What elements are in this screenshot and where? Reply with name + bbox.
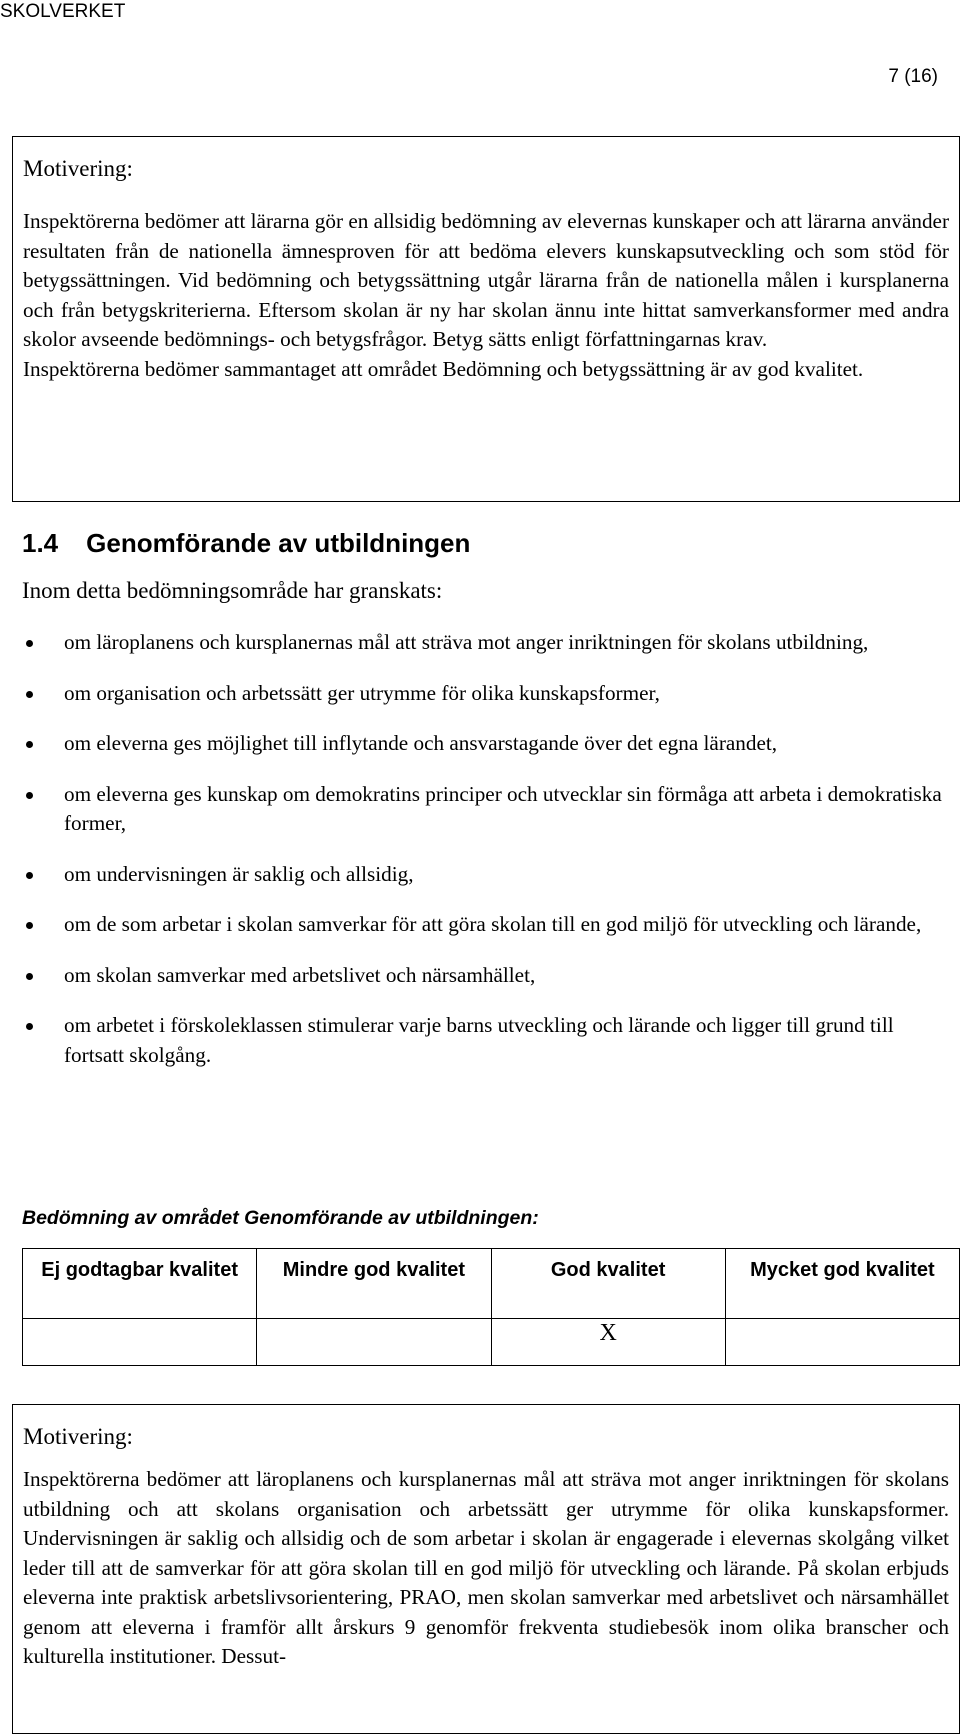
bullet-icon <box>26 691 33 698</box>
grade-mark-cell <box>257 1319 491 1366</box>
motivation-text <box>23 1465 949 1672</box>
bullet-icon <box>26 792 33 799</box>
bullet-icon <box>26 1023 33 1030</box>
motivation-paragraph: Inspektörerna bedömer sammantaget att området Bedömning och betygssättning är av god kvalitet. <box>23 356 864 381</box>
grade-header-cell: God kvalitet <box>491 1249 725 1319</box>
bullet-icon <box>26 973 33 980</box>
list-item: om arbetet i förskoleklassen stimulerar varje barns utveckling och lärande och ligger till grund till fortsatt skolgång. <box>22 1011 942 1070</box>
section-subheading: Inom detta bedömningsområde har granskats: <box>22 578 443 603</box>
section-number: 1.4 <box>22 528 59 558</box>
grade-mark-cell: X <box>491 1319 725 1366</box>
assessment-title: Bedömning av området Genomförande av utbildningen: <box>22 1207 539 1229</box>
list-item: om läroplanens och kursplanernas mål att sträva mot anger inriktningen för skolans utbildning, <box>22 628 942 658</box>
grade-header-cell: Mycket god kvalitet <box>725 1249 959 1319</box>
list-item: om de som arbetar i skolan samverkar för att göra skolan till en god miljö för utveckling och lärande, <box>22 910 942 940</box>
list-item: om organisation och arbetssätt ger utrymme för olika kunskapsformer, <box>22 679 942 709</box>
bullet-icon <box>26 640 33 647</box>
grade-mark-cell <box>725 1319 959 1366</box>
section-heading <box>22 528 470 559</box>
motivation-box-1 <box>12 136 960 502</box>
section-title: Genomförande av utbildningen <box>86 528 471 558</box>
grade-header-cell: Ej godtagbar kvalitet <box>23 1249 257 1319</box>
bullet-icon <box>26 741 33 748</box>
motivation-text <box>23 207 949 384</box>
bullet-icon <box>26 872 33 879</box>
bullet-icon <box>26 922 33 929</box>
motivation-title: Motivering: <box>23 1424 133 1449</box>
grade-mark-cell <box>23 1319 257 1366</box>
page-number: 7 (16) <box>888 66 938 87</box>
motivation-box-2 <box>12 1404 960 1734</box>
list-item: om eleverna ges kunskap om demokratins principer och utvecklar sin förmåga att arbeta i demokratiska former, <box>22 780 942 839</box>
grade-header-cell: Mindre god kvalitet <box>257 1249 491 1319</box>
list-item: om undervisningen är saklig och allsidig, <box>22 860 942 890</box>
motivation-title: Motivering: <box>23 156 133 181</box>
grade-table <box>22 1248 960 1366</box>
motivation-paragraph: Inspektörerna bedömer att läroplanens och kursplanernas mål att sträva mot anger inriktningen för skolans utbildning och att skolans organisation och arbetssätt ger utrymme för olika kunskapsformer. Undervisningen är saklig och allsidig och de som arbetar i skolan är engagerade i elevernas skolgång vilket leder till att de samverkar för att göra skolan till en god miljö för utveckling och lärande. På skolan erbjuds eleverna inte praktisk arbetslivsorientering, PRAO, men skolan samverkar med arbetslivet och närsamhället genom att eleverna i framför allt årskurs 9 genomför frekventa studiebesök inom olika branscher och kulturella institutioner. Dessut- <box>23 1467 949 1668</box>
list-item: om eleverna ges möjlighet till inflytande och ansvarstagande över det egna lärandet, <box>22 729 942 759</box>
criteria-list <box>22 628 942 1091</box>
list-item: om skolan samverkar med arbetslivet och närsamhället, <box>22 961 942 991</box>
motivation-paragraph: Inspektörerna bedömer att lärarna gör en allsidig bedömning av elevernas kunskaper och att lärarna använder resultaten från de nationella ämnesproven för att bedöma elevers kunskapsutveckling och som stöd för betygssättningen. Vid bedömning och betygssättning utgår lärarna från de nationella målen i kursplanerna och från betygskriterierna. Eftersom skolan är ny har skolan ännu inte hittat samverkansformer med andra skolor avseende bedömnings- och betygsfrågor. Betyg sätts enligt författningarnas krav. <box>23 209 949 351</box>
organization-name: SKOLVERKET <box>0 1 126 22</box>
